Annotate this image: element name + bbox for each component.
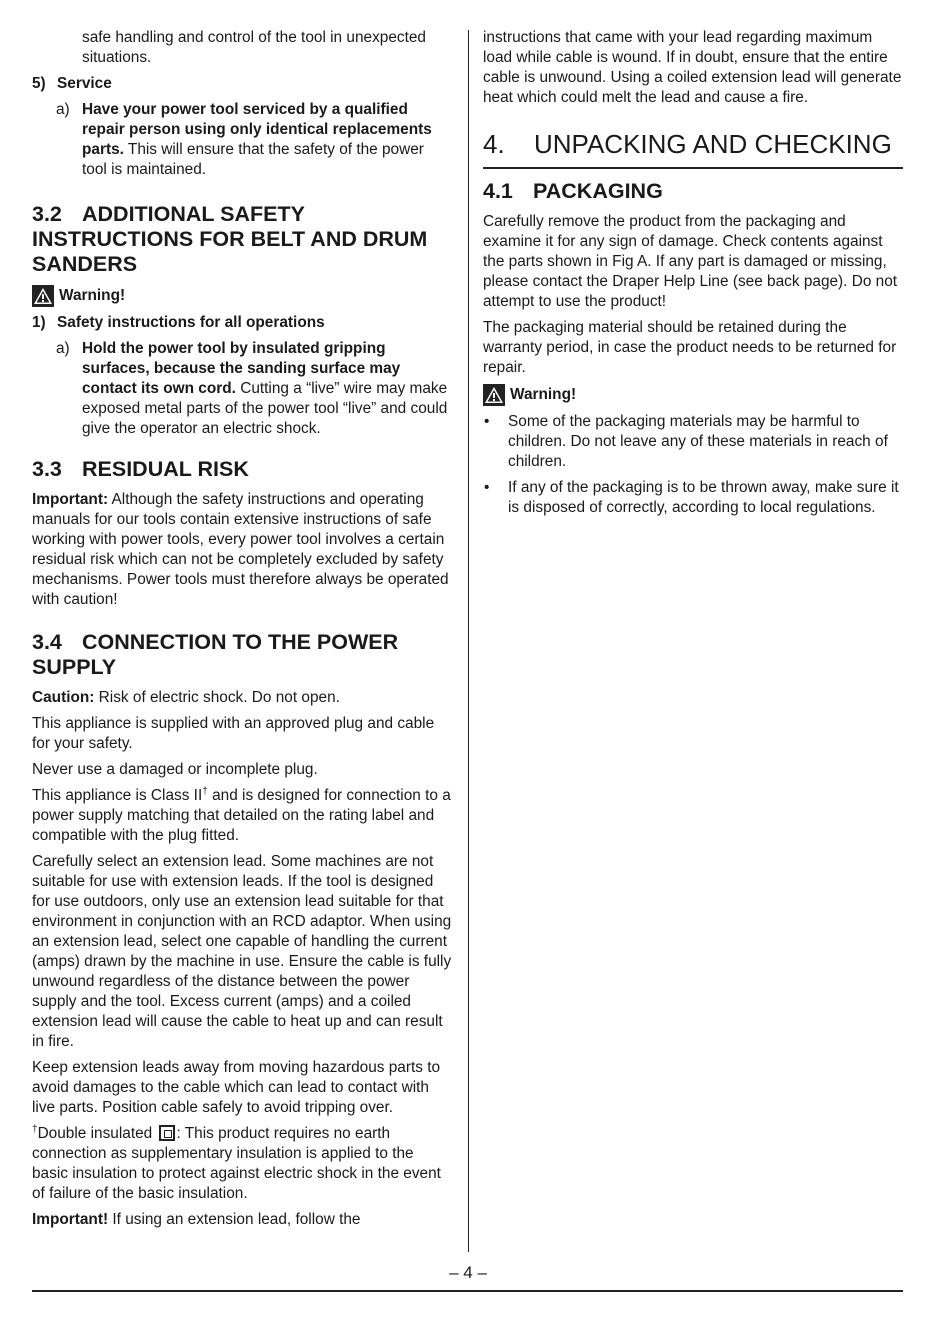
list-item xyxy=(483,412,903,472)
supply-paragraph-3 xyxy=(32,786,452,846)
section-number: 3.2 xyxy=(32,202,62,226)
footer-rule xyxy=(32,1290,903,1292)
warning-triangle-icon xyxy=(32,285,54,307)
caution-label: Caution: xyxy=(32,689,95,706)
residual-risk-paragraph xyxy=(32,490,452,610)
warning-text: Warning! xyxy=(510,386,577,403)
safety-all-ops-heading xyxy=(32,313,452,333)
double-insulated-text: Double insulated xyxy=(37,1125,157,1142)
left-column xyxy=(32,28,452,1236)
page-number: – 4 – xyxy=(449,1263,487,1282)
service-title: Service xyxy=(57,75,112,92)
item-number: 1) xyxy=(32,314,46,331)
warning-label xyxy=(32,285,452,307)
list-item-text: If any of the packaging is to be thrown away, make sure it is disposed of correctly, according to local regulations. xyxy=(508,479,899,516)
supply-paragraph-6 xyxy=(32,1124,452,1204)
item-title: Safety instructions for all operations xyxy=(57,314,325,331)
service-heading xyxy=(32,74,452,94)
service-a-text: This will ensure that the safety of the power tool is maintained. xyxy=(82,141,424,178)
warning-label xyxy=(483,384,903,406)
section-rule xyxy=(483,167,903,169)
supply-paragraph-1: This appliance is supplied with an approved plug and cable for your safety. xyxy=(32,715,435,752)
section-title: CONNECTION TO THE POWER SUPPLY xyxy=(32,630,399,679)
section-4-1-heading xyxy=(483,179,903,204)
dagger-mark: † xyxy=(32,1123,38,1135)
extension-lead-continuation: instructions that came with your lead regarding maximum load while cable is wound. If in doubt, ensure that the entire cable is unwound. Using a coiled extension lead will generate heat which could melt the lead and cause a fire. xyxy=(483,29,902,106)
double-insulation-icon xyxy=(159,1125,175,1141)
service-item-a xyxy=(32,100,452,180)
section-3-3-heading xyxy=(32,457,452,482)
section-number: 3.3 xyxy=(32,457,62,481)
warning-triangle-icon xyxy=(483,384,505,406)
supply-paragraph-4: Carefully select an extension lead. Some machines are not suitable for use with extension leads. If the tool is designed for use outdoors, only use an extension lead suitable for that environment in conjunction with an RCD adaptor. When using an extension lead, select one capable of handling the current (amps) drawn by the machine in use. Ensure the cable is fully unwound regardless of the distance between the power supply and the tool. Excess current (amps) and a coiled extension lead will cause the cable to heat up and can result in fire. xyxy=(32,853,452,1050)
double-insulated-text-cont: : This product requires no earth connection as supplementary insulation is applied to the basic insulation to protect against electric shock in the event of failure of the basic insulation. xyxy=(32,1125,441,1202)
section-3-4-heading xyxy=(32,630,452,680)
section-number: 3.4 xyxy=(32,630,62,654)
right-column xyxy=(483,28,903,524)
list-item xyxy=(483,478,903,518)
residual-risk-text: Although the safety instructions and operating manuals for our tools contain extensive instructions of safe working with power tools, every power tool involves a certain residual risk which can not be completely excluded by safety mechanisms. Power tools must therefore always be operated with caution! xyxy=(32,491,449,608)
caution-paragraph xyxy=(32,688,452,708)
column-divider xyxy=(468,30,469,1252)
important-label: Important! xyxy=(32,1211,109,1228)
item-label: a) xyxy=(56,340,70,357)
service-a-bold: Have your power tool serviced by a qualified repair person using only identical replacements parts. xyxy=(82,101,432,158)
list-item-text: Some of the packaging materials may be harmful to children. Do not leave any of these materials in reach of children. xyxy=(508,413,888,470)
bullet-mark: • xyxy=(484,479,490,496)
intro-continuation: safe handling and control of the tool in unexpected situations. xyxy=(82,29,426,66)
class-text-cont: and is designed for connection to a power supply matching that detailed on the rating label and compatible with the plug fitted. xyxy=(32,787,451,844)
supply-paragraph-2: Never use a damaged or incomplete plug. xyxy=(32,761,318,778)
supply-paragraph-5: Keep extension leads away from moving hazardous parts to avoid damages to the cable which can lead to contact with live parts. Position cable safely to avoid tripping over. xyxy=(32,1059,441,1116)
sander-a-bold: Hold the power tool by insulated gripping surfaces, because the sanding surface may contact its own cord. xyxy=(82,340,401,397)
section-number: 4.1 xyxy=(483,179,513,203)
supply-paragraph-7 xyxy=(32,1210,452,1230)
section-title: UNPACKING AND CHECKING xyxy=(534,129,892,159)
section-number: 4. xyxy=(483,129,505,159)
important-label: Important: xyxy=(32,491,109,508)
item-label: a) xyxy=(56,101,70,118)
bullet-mark: • xyxy=(484,413,490,430)
sander-item-a xyxy=(32,339,452,439)
sander-a-text: Cutting a “live” wire may make exposed metal parts of the power tool “live” and could give the operator an electric shock. xyxy=(82,380,448,437)
dagger-mark: † xyxy=(202,785,208,797)
caution-text: Risk of electric shock. Do not open. xyxy=(94,689,340,706)
section-title: PACKAGING xyxy=(533,179,663,203)
warning-text: Warning! xyxy=(59,287,126,304)
section-3-2-heading xyxy=(32,202,452,277)
service-number: 5) xyxy=(32,75,46,92)
extension-lead-text: If using an extension lead, follow the xyxy=(108,1211,361,1228)
section-4-heading xyxy=(483,130,903,159)
section-title: RESIDUAL RISK xyxy=(82,457,249,481)
packaging-paragraph-2: The packaging material should be retained during the warranty period, in case the product needs to be returned for repair. xyxy=(483,319,897,376)
class-text: This appliance is Class II xyxy=(32,787,203,804)
packaging-paragraph-1: Carefully remove the product from the packaging and examine it for any sign of damage. Check contents against the parts shown in Fig A. If any part is damaged or missing, please contact the Draper Help Line (see back page). Do not attempt to use the product! xyxy=(483,213,898,310)
section-title: ADDITIONAL SAFETY INSTRUCTIONS FOR BELT AND DRUM SANDERS xyxy=(32,202,428,276)
